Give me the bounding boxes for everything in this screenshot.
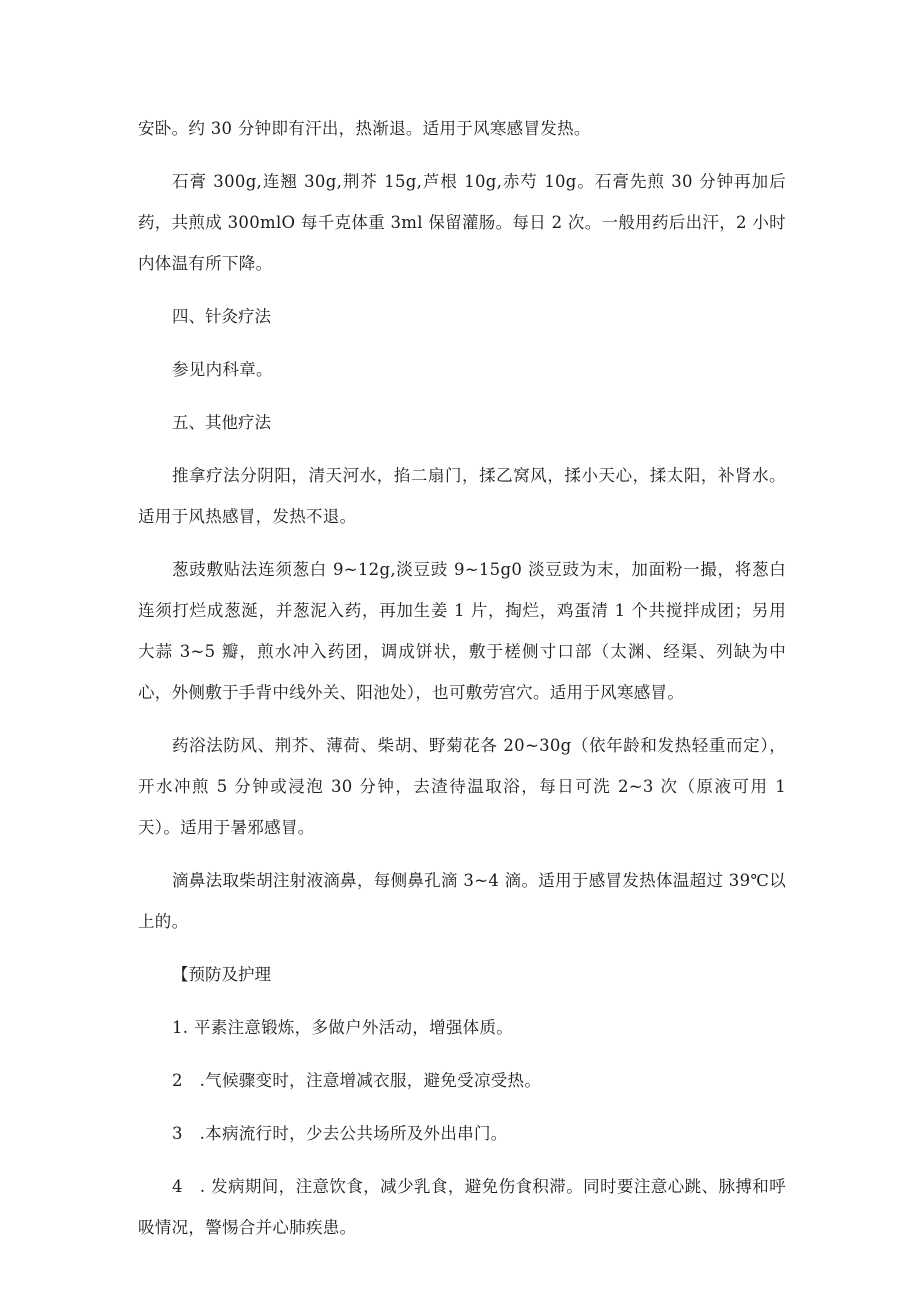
paragraph-see-internal-medicine: 参见内科章。 <box>172 360 273 379</box>
paragraph-scallion-poultice: 葱豉敷贴法连须葱白 9~12g,淡豆豉 9~15g0 淡豆豉为末，加面粉一撮，将葱白连须打烂成葱涎，并葱泥入药，再加生姜 1 片，掏烂，鸡蛋清 1 个共搅拌成团；另用大蒜 3~5 瓣，煎水冲入药团，调成饼状，敷于槎侧寸口部（太渊、经渠、列缺为中心，外侧敷于手背中线外关、阳池处），也可敷劳宫穴。适用于风寒感冒。 <box>138 560 786 702</box>
paragraph-gypsum-enema: 石膏 300g,连翘 30g,荆芥 15g,芦根 10g,赤芍 10g。石膏先煎 30 分钟再加后药，共煎成 300mlO 每千克体重 3ml 保留灌肠。每日 2 次。一般用药后出汗，2 小时内体温有所下降。 <box>138 172 786 273</box>
paragraph-massage: 推拿疗法分阴阳，清天河水，掐二扇门，揉乙窝风，揉小天心，揉太阳，补肾水。适用于风热感冒，发热不退。 <box>138 466 786 526</box>
section-heading-acupuncture: 四、针灸疗法 <box>172 307 271 326</box>
paragraph-herbal-bath: 药浴法防风、荆芥、薄荷、柴胡、野菊花各 20~30g（依年龄和发热轻重而定），开水冲煎 5 分钟或浸泡 30 分钟，去渣待温取浴，每日可洗 2~3 次（原液可用 1 天）。适用于暑邪感冒。 <box>138 736 786 837</box>
list-item-2: 2 .气候骤变时，注意增减衣服，避免受凉受热。 <box>172 1071 542 1090</box>
document-body <box>138 108 786 1260</box>
list-item-3: 3 .本病流行时，少去公共场所及外出串门。 <box>172 1124 508 1143</box>
list-item-4: 4 . 发病期间，注意饮食，减少乳食，避免伤食积滞。同时要注意心跳、脉搏和呼吸情况，警惕合并心肺疾患。 <box>138 1177 786 1237</box>
list-item-1: 1. 平素注意锻炼，多做户外活动，增强体质。 <box>172 1018 514 1037</box>
section-heading-prevention-care: 【预防及护理 <box>172 965 271 984</box>
paragraph-continuation: 安卧。约 30 分钟即有汗出，热渐退。适用于风寒感冒发热。 <box>138 119 591 138</box>
paragraph-nasal-drops: 滴鼻法取柴胡注射液滴鼻，每侧鼻孔滴 3~4 滴。适用于感冒发热体温超过 39℃以上的。 <box>138 871 786 931</box>
section-heading-other-therapies: 五、其他疗法 <box>172 413 271 432</box>
